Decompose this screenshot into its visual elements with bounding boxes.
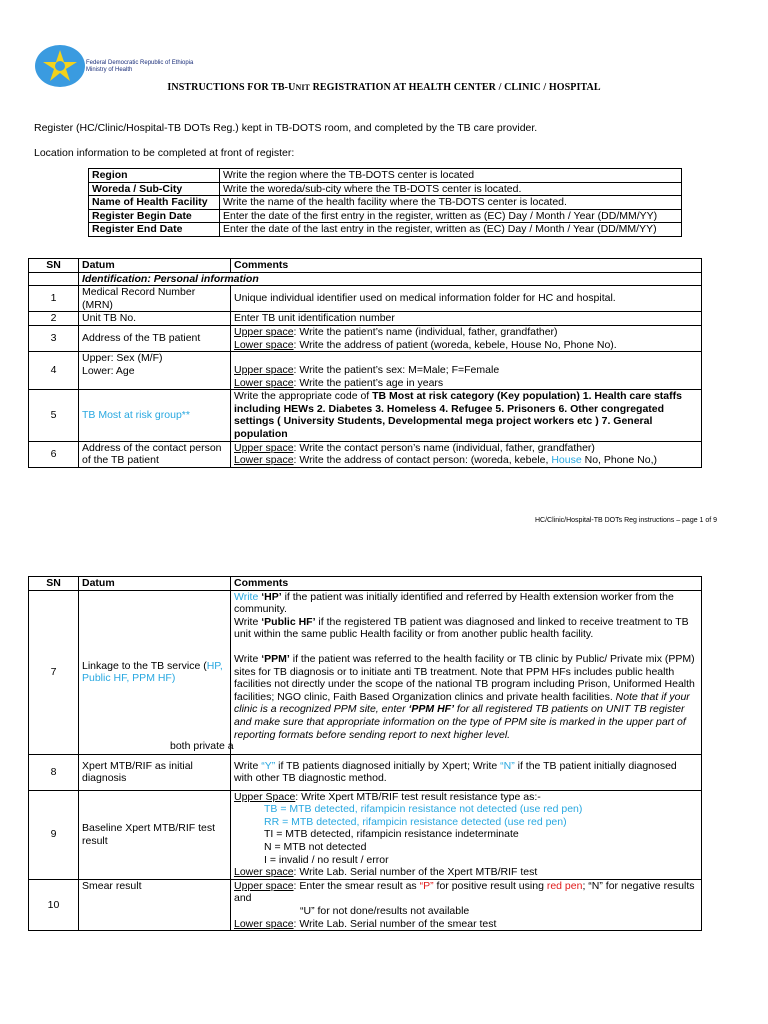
table-header-row: SN Datum Comments: [29, 577, 702, 591]
organization-name: [86, 60, 193, 74]
location-row: Region Write the region where the TB-DOTS center is located: [89, 169, 682, 183]
location-row: Register End Date Enter the date of the last entry in the register, written as (EC) Day / Month / Year (DD/MM/YY): [89, 223, 682, 237]
location-row: Register Begin Date Enter the date of the first entry in the register, written as (EC) Day / Month / Year (DD/MM/YY): [89, 209, 682, 223]
table-row: 4 Upper: Sex (M/F) Lower: Age Upper space: Write the patient’s sex: M=Male; F=Female Lower space: Write the patient’s age in years: [29, 352, 702, 390]
table-row: 1 Medical Record Number (MRN) Unique individual identifier used on medical information folder for HC and hospital.: [29, 286, 702, 312]
intro-line-2: Location information to be completed at front of register:: [34, 147, 295, 159]
table-row: 8 Xpert MTB/RIF as initial diagnosis Write “Y” if TB patients diagnosed initially by Xpert; Write “N” if the TB patient initially diagnosed with other TB diagnostic method.: [29, 754, 702, 790]
section-heading: Identification: Personal information: [79, 272, 702, 286]
page-footer: HC/Clinic/Hospital-TB DOTs Reg instructions – page 1 of 9: [535, 517, 718, 524]
table-row: 10 Smear result Upper space: Enter the smear result as “P” for positive result using red pen; “N” for negative results and “U” for not done/results not available Lower space: Write Lab. Serial number of the smear test: [29, 879, 702, 930]
org-line-2: Ministry of Health: [86, 67, 133, 73]
instruction-table-2: [28, 576, 702, 931]
stray-text: both private a: [170, 740, 234, 752]
table-row: 9 Baseline Xpert MTB/RIF test result Upper Space: Write Xpert MTB/RIF test result resistance type as:- TB = MTB detected, rifampicin resistance not detected (use red pen) RR = MTB detected, rifampicin resistance detected (use red pen) TI = MTB detected, rifampicin resistance indeterminate N = MTB not detected I = invalid / no result / error Lower space: Write Lab. Serial number of the Xpert MTB/RIF test: [29, 790, 702, 879]
section-row: [29, 272, 702, 286]
instruction-table-1: [28, 258, 702, 468]
table-header-row: SN Datum Comments: [29, 259, 702, 273]
location-table: [88, 168, 682, 237]
intro-line-1: Register (HC/Clinic/Hospital-TB DOTs Reg.) kept in TB-DOTS room, and completed by the TB care provider.: [34, 122, 538, 134]
table-row: 2 Unit TB No. Enter TB unit identification number: [29, 312, 702, 326]
table-row: 7 Linkage to the TB service (HP, Public HF, PPM HF) Write ‘HP’ if the patient was initially identified and referred by Health extension worker from the community. Write ‘Public HF’ if the registered TB patient was diagnosed and linked to receive treatment to TB unit within the same public Health facility or from another public health facility. Write ‘PPM’ if the patient was referred to the health facility or TB clinic by Public/ Private mix (PPM) sites for TB diagnosis or to initiate anti TB treatment. Note that PPM HFs includes public health facilities not directly under the scope of the national TB program including Prison, Uniformed Health facilities; NGO clinic, Faith Based Organization clinics and private health facilities. Note that if your clinic is a recognized PPM site, enter ‘PPM HF’ for all registered TB patients on UNIT TB register and make sure that appropriate information on the type of PPM site is marked in the upper part of reporting formats before sending report to next higher level.: [29, 590, 702, 754]
table-row: 6 Address of the contact person of the TB patient Upper space: Write the contact person’s name (individual, father, grandfather) Lower space: Write the address of contact person: (woreda, kebele, House No, Phone No,): [29, 441, 702, 467]
org-line-1: Federal Democratic Republic of Ethiopia: [86, 60, 194, 66]
page-title: INSTRUCTIONS FOR TB-UNIT REGISTRATION AT HEALTH CENTER / CLINIC / HOSPITAL: [167, 82, 601, 93]
table-row: 5 TB Most at risk group** Write the appropriate code of TB Most at risk category (Key population) 1. Health care staffs including HEWs 2. Diabetes 3. Homeless 4. Refugee 5. Prisoners 6. Other congregated settings ( University Students, Developmental mega project workers etc ) 7. General population: [29, 390, 702, 441]
location-row: Woreda / Sub-City Write the woreda/sub-city where the TB-DOTS center is located.: [89, 182, 682, 196]
table-row: 3 Address of the TB patient Upper space: Write the patient’s name (individual, father, grandfather) Lower space: Write the address of patient (woreda, kebele, House No, Phone No).: [29, 325, 702, 351]
location-row: Name of Health Facility Write the name of the health facility where the TB-DOTS center is located.: [89, 196, 682, 210]
